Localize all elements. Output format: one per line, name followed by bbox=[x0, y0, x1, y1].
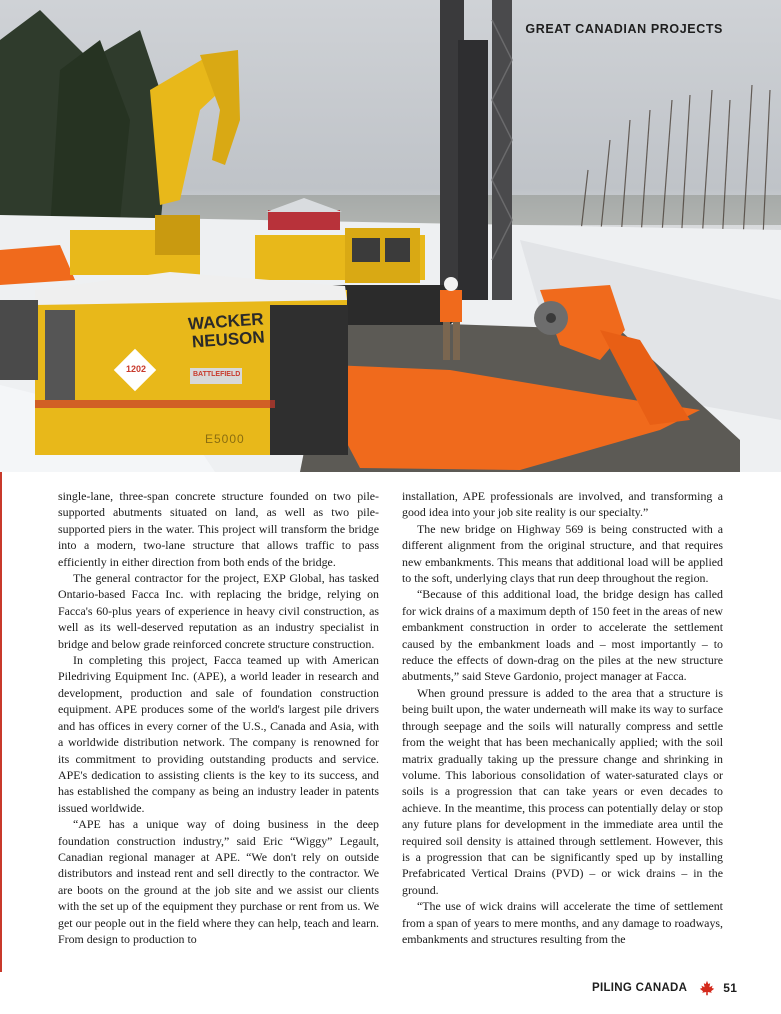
hero-photo bbox=[0, 0, 781, 472]
paragraph: “APE has a unique way of doing business in the deep foundation construction industry,” said Eric “Wiggy” Legault, Canadian regional manager at APE. “We don't rely on outside distributors and instead rent and sell directly to the contractor. We are boots on the ground at the job site and we assist our clients with the set up of the equipment they purchase or rent from us. We get our people out in the field where they can help, teach and learn. From design to production to bbox=[58, 817, 379, 946]
publication-name: PILING CANADA bbox=[592, 982, 688, 994]
paragraph: The new bridge on Highway 569 is being constructed with a different alignment from the original structure, and that requires new embankments. This means that additional load will be applied to the soft, underlying clays that run deep throughout the region. bbox=[402, 521, 723, 586]
section-label: GREAT CANADIAN PROJECTS bbox=[525, 22, 723, 36]
page-footer bbox=[592, 980, 737, 996]
paragraph: In completing this project, Facca teamed up with American Piledriving Equipment Inc. (APE), a world leader in research and development, production and sale of foundation construction equipment. APE produces some of the world's largest pile drivers and has offices in every corner of the U.S., Canada and Asia, with a worldwide distribution network. The company is renowned for its commitment to providing outstanding products and service. APE's dedication to assisting clients is the key to its success, and has established the company as being an industry leader in patents issued worldwide. bbox=[58, 653, 379, 815]
hazard-placard: 1202 bbox=[126, 364, 147, 374]
maple-leaf-icon bbox=[699, 980, 715, 996]
paragraph: installation, APE professionals are involved, and transforming a good idea into your job site reality is our specialty.” bbox=[402, 489, 723, 520]
model-label: E5000 bbox=[205, 432, 245, 446]
paragraph: single-lane, three-span concrete structure founded on two pile-supported abutments situated on land, as well as two pile-supported piers in the water. This project will transform the bridge into a modern, two-lane structure that allows traffic to pass efficiently in either direction from both ends of the bridge. bbox=[58, 489, 379, 569]
article-column-left bbox=[58, 488, 379, 947]
paragraph: “The use of wick drains will accelerate the time of settlement from a span of years to mere months, and any damage to roadways, embankments and structures resulting from the bbox=[402, 899, 723, 946]
accent-edge-strip bbox=[0, 472, 2, 972]
page-number: 51 bbox=[723, 981, 738, 995]
construction-site-illustration bbox=[0, 0, 781, 472]
article-column-right bbox=[402, 488, 723, 947]
brand-neuson: NEUSON bbox=[191, 327, 266, 352]
brand-wacker: WACKER bbox=[187, 309, 265, 334]
paragraph: The general contractor for the project, EXP Global, has tasked Ontario-based Facca Inc. with replacing the bridge, relying on Facca's 60-plus years of experience in heavy civil construction, as well as its well-deserved reputation as an industry specialist in bridge and below grade reinforced concrete structure construction. bbox=[58, 571, 379, 651]
paragraph: “Because of this additional load, the bridge design has called for wick drains of a maximum depth of 150 feet in the areas of new embankment construction in order to accelerate the settlement caused by the embankment loads and – most importantly – to reduce the effects of down-drag on the piles at the new structure abutments,” said Steve Gardonio, project manager at Facca. bbox=[402, 587, 723, 684]
battlefield-tag: BATTLEFIELD bbox=[193, 371, 241, 378]
paragraph: When ground pressure is added to the area that a structure is being built upon, the water underneath will make its way to surface through seepage and the soils will naturally compress and settle from the weight that has been mechanically applied; with the soil matrix gradually taking up the pressure change and shrinking in volume. This laborious consolidation of water-saturated clays or soils is a progression that can take years or even decades to achieve. In the meantime, this process can potentially delay or stop any future plans for development in the immediate area until the required soil density is attained through settlement. However, this is a progression that can be significantly sped up by installing Prefabricated Vertical Drains (PVD) – or wick drains – in the ground. bbox=[402, 685, 723, 897]
